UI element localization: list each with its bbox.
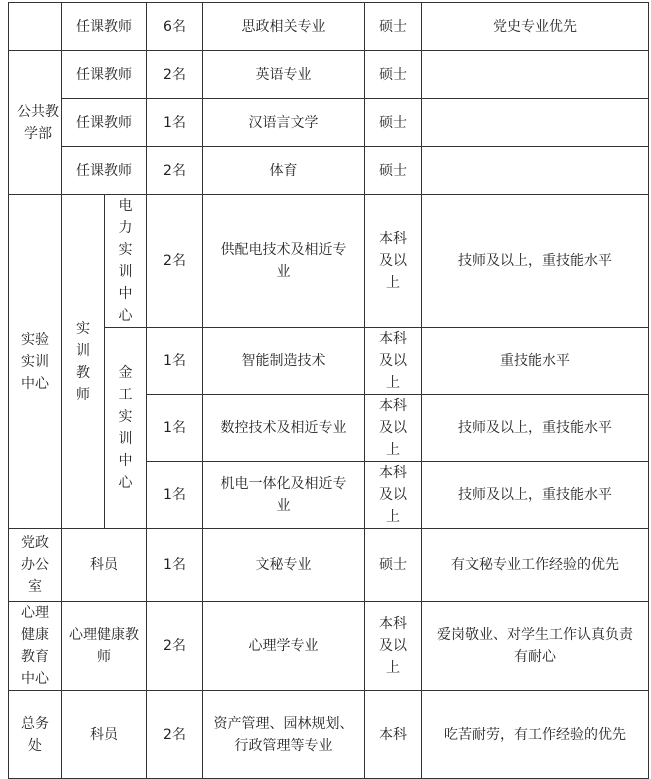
education-label: 本科及以上	[379, 331, 407, 391]
dept-label: 党政办公室	[21, 535, 49, 595]
count-cell: 1名	[147, 529, 203, 602]
major-cell: 思政相关专业	[203, 3, 365, 51]
position-cell	[62, 195, 105, 529]
major-cell	[203, 195, 365, 328]
dept-cell-training	[9, 195, 62, 529]
major-label: 供配电技术及相近专业	[220, 242, 347, 280]
note-cell: 吃苦耐劳，有工作经验的优先	[422, 691, 649, 779]
major-cell: 文秘专业	[203, 529, 365, 602]
education-cell: 本科	[365, 691, 422, 779]
table-row	[9, 328, 649, 395]
education-label: 本科及以上	[379, 616, 407, 676]
dept-cell-party	[9, 529, 62, 602]
major-cell: 体育	[203, 147, 365, 195]
education-cell: 硕士	[365, 3, 422, 51]
sub-center-label: 金工实训中心	[118, 365, 133, 491]
education-cell: 硕士	[365, 51, 422, 99]
dept-cell-empty	[9, 3, 62, 51]
table-row	[9, 99, 649, 147]
position-cell: 科员	[62, 529, 147, 602]
position-cell: 科员	[62, 691, 147, 779]
table-row	[9, 529, 649, 602]
table-row	[9, 691, 649, 779]
note-cell	[422, 147, 649, 195]
major-cell: 心理学专业	[203, 602, 365, 691]
position-cell	[62, 602, 147, 691]
education-cell	[365, 328, 422, 395]
major-cell	[203, 462, 365, 529]
count-cell: 6名	[147, 3, 203, 51]
education-cell: 硕士	[365, 99, 422, 147]
major-label: 资产管理、园林规划、行政管理等专业	[213, 715, 354, 754]
education-label: 本科及以上	[379, 398, 407, 458]
count-cell: 1名	[147, 395, 203, 462]
sub-center-cell	[105, 328, 147, 529]
major-label: 机电一体化及相近专业	[220, 476, 347, 514]
major-cell: 汉语言文学	[203, 99, 365, 147]
position-cell: 任课教师	[62, 3, 147, 51]
note-cell	[422, 51, 649, 99]
sub-center-label: 电力实训中心	[118, 198, 133, 324]
major-cell: 智能制造技术	[203, 328, 365, 395]
note-cell	[422, 602, 649, 691]
note-label: 爱岗敬业、对学生工作认真负责有耐心	[437, 627, 633, 665]
count-cell: 1名	[147, 99, 203, 147]
position-label: 实训教师	[76, 320, 90, 403]
education-cell	[365, 602, 422, 691]
major-cell: 英语专业	[203, 51, 365, 99]
note-cell: 党史专业优先	[422, 3, 649, 51]
dept-label: 公共教学部	[17, 103, 59, 142]
table-row	[9, 51, 649, 99]
position-cell: 任课教师	[62, 51, 147, 99]
note-cell: 重技能水平	[422, 328, 649, 395]
education-cell: 硕士	[365, 529, 422, 602]
dept-label: 实验实训中心	[21, 331, 49, 392]
count-cell: 2名	[147, 195, 203, 328]
dept-label: 心理健康教育中心	[21, 605, 49, 687]
education-cell	[365, 195, 422, 328]
dept-cell-psych	[9, 602, 62, 691]
note-cell: 有文秘专业工作经验的优先	[422, 529, 649, 602]
recruitment-table	[8, 2, 649, 779]
count-cell: 2名	[147, 602, 203, 691]
table-row	[9, 147, 649, 195]
count-cell: 2名	[147, 147, 203, 195]
major-cell	[203, 691, 365, 779]
note-cell	[422, 99, 649, 147]
count-cell: 2名	[147, 691, 203, 779]
table-row	[9, 3, 649, 51]
table-row	[9, 195, 649, 328]
position-cell: 任课教师	[62, 147, 147, 195]
major-cell: 数控技术及相近专业	[203, 395, 365, 462]
education-cell: 硕士	[365, 147, 422, 195]
education-cell	[365, 462, 422, 529]
note-cell: 技师及以上，重技能水平	[422, 462, 649, 529]
position-cell: 任课教师	[62, 99, 147, 147]
dept-cell-public	[9, 51, 62, 195]
count-cell: 2名	[147, 51, 203, 99]
dept-cell-general	[9, 691, 62, 779]
note-cell: 技师及以上，重技能水平	[422, 195, 649, 328]
count-cell: 1名	[147, 328, 203, 395]
education-label: 本科及以上	[379, 231, 407, 291]
position-label: 心理健康教师	[69, 627, 139, 665]
note-cell: 技师及以上，重技能水平	[422, 395, 649, 462]
table-row	[9, 602, 649, 691]
dept-label: 总务处	[21, 715, 49, 754]
sub-center-cell	[105, 195, 147, 328]
count-cell: 1名	[147, 462, 203, 529]
education-cell	[365, 395, 422, 462]
education-label: 本科及以上	[379, 465, 407, 525]
